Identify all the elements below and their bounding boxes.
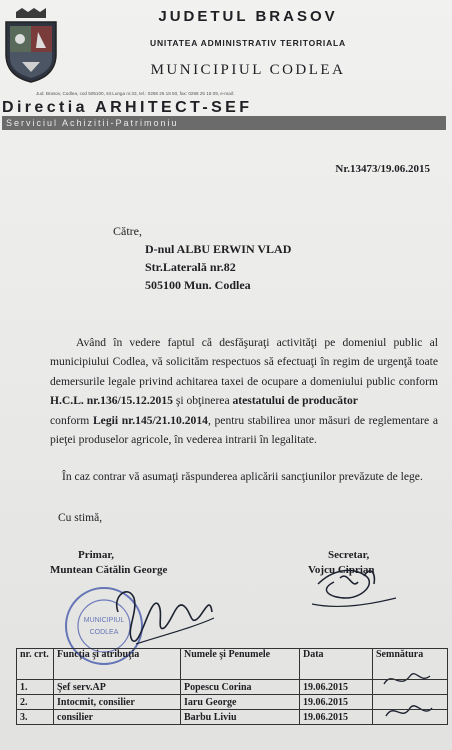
cell-signature: [373, 695, 448, 710]
cell-date: 19.06.2015: [300, 710, 373, 725]
mayor-signature-flourish: [136, 618, 214, 644]
svg-text:MUNICIPIUL: MUNICIPIUL: [83, 617, 125, 624]
secretary-title: Secretar,: [328, 549, 370, 561]
recipient-block: [113, 222, 292, 294]
recipient-name: D-nul ALBU ERWIN VLAD: [145, 242, 292, 256]
cell-function: Şef serv.AP: [54, 680, 181, 695]
col-function: Funcţia şi atribuţia: [54, 649, 181, 680]
cell-signature: [373, 710, 448, 725]
cell-function: consilier: [54, 710, 181, 725]
recipient-street: Str.Laterală nr.82: [145, 260, 236, 274]
cell-name: Iaru George: [181, 695, 300, 710]
address-line: Jud. Brasov, Codlea, cod 505100, str.Lunga nr.33, tel.: 0268 25 18 50, fax: 0268 25 18 09, e-mail:: [36, 91, 235, 96]
mayor-title: Primar,: [78, 549, 114, 561]
svg-text:CODLEA: CODLEA: [89, 629, 119, 636]
p1-text-a: Având în vedere faptul că desfăşuraţi activităţi pe domeniul public al municipiului Codlea, vă solicităm respectuos să efectuaţi în regim de urgenţă toate demersurile legale privind achitarea taxei de ocupare a domeniului public conform: [50, 336, 438, 388]
law-reference: Legii nr.145/21.10.2014: [92, 413, 208, 427]
recipient-city: 505100 Mun. Codlea: [145, 278, 251, 292]
cell-function: Intocmit, consilier: [54, 695, 181, 710]
salutation: Către,: [113, 224, 142, 238]
cell-nr: 1.: [17, 680, 54, 695]
secretary-name: Vojcu Ciprian: [308, 564, 375, 576]
table-row: [17, 710, 448, 725]
cell-signature: [373, 680, 448, 695]
mayor-name: Muntean Cătălin George: [50, 564, 168, 576]
paragraph-main: [50, 333, 438, 449]
unit-heading: UNITATEA ADMINISTRATIV TERITORIALA: [150, 38, 346, 48]
secretary-signature-underline: [312, 598, 396, 606]
paragraph-sanctions: În caz contrar vă asumaţi răspunderea aplicării sancţiunilor prevăzute de lege.: [62, 470, 423, 483]
col-date: Data: [300, 649, 373, 680]
hcl-reference: H.C.L. nr.136/15.12.2015: [50, 394, 173, 408]
table-row: [17, 680, 448, 695]
col-signature: Semnătura: [373, 649, 448, 680]
atestat-reference: atestatului de producător: [232, 394, 358, 408]
table-header-row: [17, 649, 448, 680]
service-band: Serviciul Achizitii-Patrimoniu: [2, 116, 446, 130]
closing: Cu stimă,: [58, 512, 103, 524]
col-nr: nr. crt.: [17, 649, 54, 680]
direction-heading: Directia ARHITECT-SEF: [2, 99, 253, 116]
registration-number: Nr.13473/19.06.2015: [335, 163, 430, 175]
p1-text-c: conform: [50, 413, 93, 427]
cell-date: 19.06.2015: [300, 680, 373, 695]
table-row: [17, 695, 448, 710]
approval-table: [16, 648, 448, 725]
county-heading: JUDETUL BRASOV: [158, 8, 338, 25]
municipality-heading: MUNICIPIUL CODLEA: [150, 62, 346, 78]
cell-name: Popescu Corina: [181, 680, 300, 695]
p1-text-d: , pentru stabilirea unor măsuri de reglementare a pieţei produselor agricole, în vederea intrarii în legalitate.: [50, 413, 438, 447]
cell-nr: 2.: [17, 695, 54, 710]
col-name: Numele şi Penumele: [181, 649, 300, 680]
cell-date: 19.06.2015: [300, 695, 373, 710]
cell-name: Barbu Liviu: [181, 710, 300, 725]
cell-nr: 3.: [17, 710, 54, 725]
p1-text-b: şi obţinerea: [172, 394, 233, 408]
